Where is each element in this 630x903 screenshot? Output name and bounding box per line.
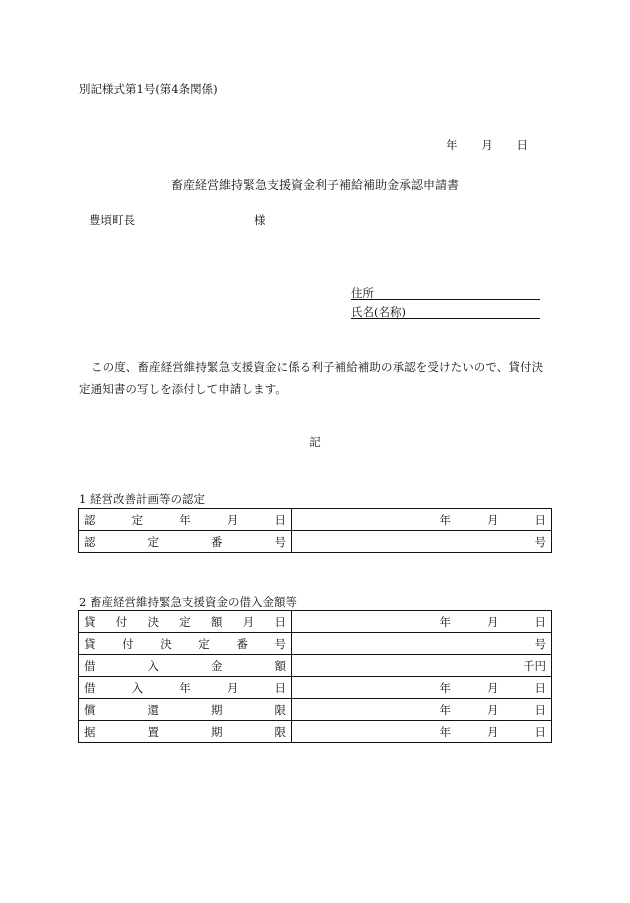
label-char: 還: [147, 702, 159, 717]
label-char: 金: [211, 658, 223, 673]
section1-table: [78, 508, 552, 553]
form-number: 別記様式第1号(第4条関係): [79, 82, 218, 96]
label-char: 限: [274, 724, 286, 739]
section2-table: [78, 610, 552, 743]
label-char: 定: [198, 636, 210, 651]
date-month-label: 月: [481, 138, 493, 152]
unit-day: 日: [534, 512, 546, 527]
section1-heading: 1 経営改善計画等の認定: [79, 492, 205, 506]
label-char: 額: [211, 614, 223, 629]
label-char: 入: [147, 658, 159, 673]
honorific: 様: [254, 213, 266, 227]
label-char: 据: [84, 724, 96, 739]
unit-month: 月: [487, 614, 499, 629]
name-label: 氏名(名称): [351, 305, 406, 319]
unit-year: 年: [439, 702, 451, 717]
label-char: 年: [179, 680, 191, 695]
label-char: 期: [211, 724, 223, 739]
row-label: [79, 509, 292, 531]
row-label: [79, 633, 292, 655]
loan-amount-field[interactable]: [292, 655, 552, 677]
label-char: 定: [179, 614, 191, 629]
application-date: [446, 137, 528, 153]
label-char: 号: [274, 534, 286, 549]
unit-thousand-yen: 千円: [523, 658, 546, 673]
table-row: [79, 633, 552, 655]
label-char: 月: [242, 614, 255, 629]
unit-day: 日: [534, 680, 546, 695]
label-char: 貸: [84, 614, 96, 629]
unit-month: 月: [487, 702, 499, 717]
label-char: 定: [147, 534, 159, 549]
label-char: 貸: [84, 636, 96, 651]
label-char: 付: [115, 614, 128, 629]
row-label: [79, 699, 292, 721]
label-char: 償: [84, 702, 96, 717]
table-row: [79, 677, 552, 699]
label-char: 定: [131, 512, 144, 527]
label-char: 年: [179, 512, 191, 527]
label-char: 限: [274, 702, 286, 717]
address-label: 住所: [351, 286, 374, 300]
addressee: 豊頃町長: [89, 213, 135, 227]
loan-decision-number-field[interactable]: [292, 633, 552, 655]
label-char: 月: [226, 512, 239, 527]
ki-heading: 記: [309, 435, 321, 449]
unit-year: 年: [439, 614, 451, 629]
label-char: 決: [160, 636, 172, 651]
unit-year: 年: [439, 512, 451, 527]
table-row: [79, 531, 552, 553]
row-label: [79, 531, 292, 553]
row-label: [79, 655, 292, 677]
row-label: [79, 721, 292, 743]
table-row: [79, 509, 552, 531]
unit-year: 年: [439, 680, 451, 695]
certification-number-field[interactable]: [292, 531, 552, 553]
unit-month: 月: [487, 680, 499, 695]
label-char: 日: [274, 614, 286, 629]
grace-period-deadline-field[interactable]: [292, 721, 552, 743]
table-row: [79, 721, 552, 743]
table-row: [79, 611, 552, 633]
label-char: 認: [84, 534, 96, 549]
label-char: 置: [147, 724, 159, 739]
section2-heading: 2 畜産経営維持緊急支援資金の借入金額等: [79, 595, 297, 609]
unit-day: 日: [534, 614, 546, 629]
unit-day: 日: [534, 702, 546, 717]
row-label: [79, 677, 292, 699]
table-row: [79, 699, 552, 721]
address-field[interactable]: [351, 285, 540, 300]
unit-year: 年: [439, 724, 451, 739]
label-char: 月: [226, 680, 239, 695]
label-char: 付: [122, 636, 134, 651]
unit-month: 月: [487, 724, 499, 739]
table-row: [79, 655, 552, 677]
label-char: 借: [84, 658, 96, 673]
label-char: 期: [211, 702, 223, 717]
label-char: 番: [236, 636, 248, 651]
name-field[interactable]: [351, 304, 540, 319]
body-text: この度、畜産経営維持緊急支援資金に係る利子補給補助の承認を受けたいので、貸付決定通知書の写しを添付して申請します。: [79, 360, 544, 396]
date-day-label: 日: [516, 138, 528, 152]
unit-day: 日: [534, 724, 546, 739]
label-char: 号: [274, 636, 286, 651]
label-char: 認: [84, 512, 96, 527]
loan-decision-date-field[interactable]: [292, 611, 552, 633]
repayment-deadline-field[interactable]: [292, 699, 552, 721]
label-char: 日: [274, 512, 286, 527]
date-year-label: 年: [446, 138, 458, 152]
label-char: 決: [147, 614, 159, 629]
row-label: [79, 611, 292, 633]
unit-month: 月: [487, 512, 499, 527]
label-char: 番: [211, 534, 223, 549]
label-char: 日: [274, 680, 286, 695]
label-char: 額: [274, 658, 286, 673]
certification-date-field[interactable]: [292, 509, 552, 531]
label-char: 借: [84, 680, 96, 695]
unit-number: 号: [534, 636, 546, 651]
label-char: 入: [131, 680, 144, 695]
document-title: 畜産経営維持緊急支援資金利子補給補助金承認申請書: [170, 178, 459, 192]
unit-number: 号: [534, 534, 546, 549]
borrowing-date-field[interactable]: [292, 677, 552, 699]
